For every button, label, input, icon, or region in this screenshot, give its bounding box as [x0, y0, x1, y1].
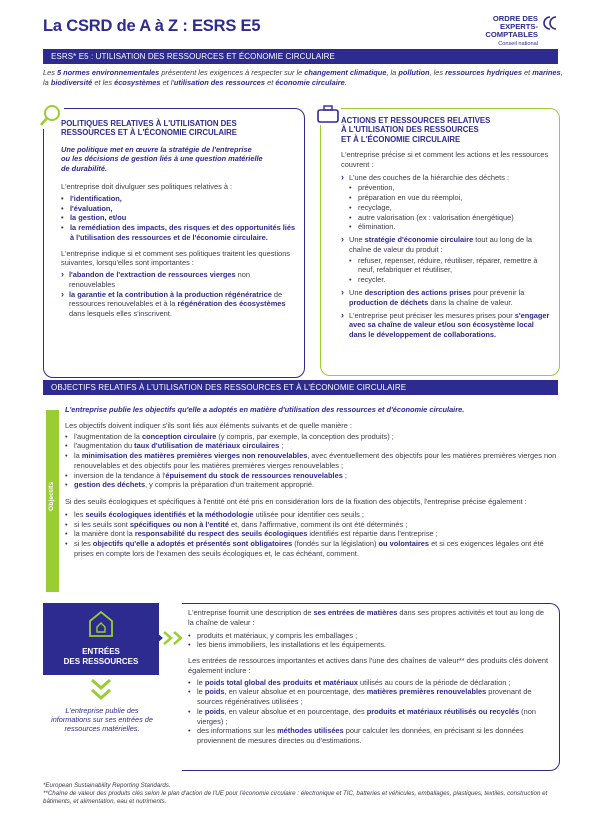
list-item: › L'une des couches de la hiérarchie des déchets : • prévention, • préparation en vue du réemploi, • recyclage, • autre valorisation (ex : valorisation énergétique) • élimination. — [341, 173, 553, 233]
inputs-detail-box — [182, 603, 560, 771]
footnotes — [43, 782, 558, 806]
objectives-lead: L'entreprise publie les objectifs qu'elle a adoptés en matière d'utilisation des ressources et d'économie circulaire. — [65, 405, 465, 414]
inputs-note: L'entreprise publie des informations sur ses entrées de ressources matérielles. — [51, 706, 153, 734]
footnote-1: *European Sustainability Reporting Standards. — [43, 782, 171, 789]
list-item: • préparation en vue du réemploi, — [349, 193, 553, 203]
list-item: • le poids, en valeur absolue et en pourcentage, des matières premières renouvelables provenant de sources régénératives utilisées ; — [188, 687, 550, 707]
list-item: • si les objectifs qu'elle a adoptés et présentés sont obligatoires (fondés sur la législation) ou volontaires et si ces exigences légales ont été prises en compte lors de l'examen des seuils écologiques et, le cas échéant, comment. — [65, 539, 558, 559]
list-item: › l'abandon de l'extraction de ressources vierges non renouvelables — [61, 270, 296, 290]
objectives-content — [65, 405, 558, 559]
list-item: • inversion de la tendance à l'épuisement du stock de ressources renouvelables ; — [65, 471, 558, 481]
logo — [462, 15, 562, 45]
policies-sublist — [61, 270, 296, 319]
list-item: • autre valorisation (ex : valorisation énergétique) — [349, 213, 553, 223]
chevron-down-icon — [90, 678, 112, 704]
list-item: • l'augmentation de la conception circulaire (y compris, par exemple, la conception des produits) ; — [65, 432, 558, 442]
list-item: • la remédiation des impacts, des risques et des opportunités liés à l'utilisation des ressources et de l'économie circulaire. — [61, 223, 296, 243]
actions-lead: L'entreprise précise si et comment les actions et les ressources couvrent : — [341, 150, 549, 169]
list-item: • la gestion, et/ou — [61, 213, 296, 223]
list-item: • le poids, en valeur absolue et en pourcentage, des produits et matériaux réutilisés ou recyclés (non vierges) ; — [188, 707, 550, 727]
toolbox-icon — [315, 103, 341, 125]
inputs-lead: L'entreprise fournit une description de ses entrées de matières dans ses propres activités et tout au long de la chaîne de valeur : — [188, 608, 544, 627]
list-item: • recyclage, — [349, 203, 553, 213]
logo-mark-icon — [540, 15, 560, 31]
section-title-bar: ESRS* E5 : UTILISATION DES RESSOURCES ET ÉCONOMIE CIRCULAIRE — [43, 49, 558, 64]
policies-list — [61, 194, 296, 243]
list-item: • la minimisation des matières premières vierges non renouvelables, avec éventuellement des objectifs pour les matières premières vierges non renouvelables et des objectifs pour les matières premières vierges renouvelables ; — [65, 451, 558, 471]
inputs-para2: Les entrées de ressources importantes et actives dans l'une des chaînes de valeur** des produits clés doivent également inclure : — [188, 656, 549, 675]
list-item: • les seuils écologiques identifiés et la méthodologie utilisée pour identifier ces seuils ; — [65, 510, 558, 520]
logo-line-3: Conseil national — [498, 40, 538, 47]
list-item: • prévention, — [349, 183, 553, 193]
logo-line-1: ORDRE DES — [492, 14, 538, 23]
list-item: • recycler. — [349, 275, 553, 285]
list-item: • l'identification, — [61, 194, 296, 204]
page-title: La CSRD de A à Z : ESRS E5 — [43, 17, 261, 35]
list-item: • la manière dont la responsabilité du respect des seuils écologiques identifiés est répartie dans l'entreprise ; — [65, 529, 558, 539]
list-item: › Une description des actions prises pour prévenir la production de déchets dans la chaîne de valeur. — [341, 288, 553, 308]
objectives-side-tab: Objectifs — [46, 410, 59, 592]
list-item: • refuser, repenser, réduire, réutiliser, réparer, remettre à neuf, refabriquer et réutiliser, — [349, 256, 553, 276]
actions-title: ACTIONS ET RESSOURCES RELATIVES À L'UTILISATION DES RESSOURCES ET À L'ÉCONOMIE CIRCULAIRE — [341, 116, 491, 144]
list-item: • les biens immobiliers, les installations et les équipements. — [188, 640, 550, 650]
logo-line-2: EXPERTS-COMPTABLES — [485, 21, 538, 39]
list-item: › L'entreprise peut préciser les mesures prises pour s'engager avec sa chaîne de valeur et/ou son écosystème local dans le développement de collaborations. — [341, 311, 553, 340]
list-item: • si les seuils sont spécifiques ou non à l'entité et, dans l'affirmative, comment ils ont été déterminés ; — [65, 520, 558, 530]
circular-strategy-list — [349, 256, 553, 285]
footnote-2: **Chaîne de valeur des produits clés selon le plan d'action de l'UE pour l'économie circulaire : électronique et TIC, batteries et véhicules, emballages, plastiques, textiles, construction et bâtiments, et alimentation, eau et nutriments. — [43, 790, 548, 806]
policies-title: POLITIQUES RELATIVES À L'UTILISATION DES RESSOURCES ET À L'ÉCONOMIE CIRCULAIRE — [61, 119, 237, 138]
list-item: • l'augmentation du taux d'utilisation de matériaux circulaires ; — [65, 441, 558, 451]
list-item: • produits et matériaux, y compris les emballages ; — [188, 631, 550, 641]
building-icon — [87, 609, 115, 639]
thresholds-list — [65, 510, 558, 559]
policies-lead: Une politique met en œuvre la stratégie de l'entreprise ou les décisions de gestion liés à une question matérielle de durabilité. — [61, 144, 263, 174]
policies-box — [43, 108, 305, 378]
objectives-title-bar: OBJECTIFS RELATIFS À L'UTILISATION DES RESSOURCES ET À L'ÉCONOMIE CIRCULAIRE — [43, 380, 558, 395]
list-item: • des informations sur les méthodes utilisées pour calculer les données, en précisant si les données proviennent de mesures directes ou d'estimations. — [188, 726, 550, 746]
policies-disclose: L'entreprise doit divulguer ses politiques relatives à : — [61, 181, 233, 191]
list-item: • gestion des déchets, y compris la préparation d'un traitement approprié. — [65, 480, 558, 490]
objectives-thresholds: Si des seuils écologiques et spécifiques à l'entité ont été pris en considération lors de la fixation des objectifs, l'entreprise précise également : — [65, 497, 527, 507]
objectives-list — [65, 432, 558, 491]
policies-indicates: L'entreprise indique si et comment ses politiques traitent les questions suivantes, lorsqu'elles sont importantes : — [61, 248, 291, 268]
list-item: › la garantie et la contribution à la production régénératrice de ressources renouvelables et à la régénération des écosystèmes dans lesquels elles s'inscrivent. — [61, 290, 296, 319]
inputs-label: ENTRÉES DES RESSOURCES — [63, 647, 139, 666]
list-item: • l'évaluation, — [61, 204, 296, 214]
actions-box — [320, 108, 560, 376]
objectives-intro: Les objectifs doivent indiquer s'ils sont liés aux éléments suivants et de quelle manière : — [65, 420, 352, 430]
list-item: • le poids total global des produits et matériaux utilisés au cours de la période de déclaration ; — [188, 678, 550, 688]
inputs-list-2 — [188, 678, 550, 746]
chevron-right-icon — [152, 630, 182, 646]
actions-list — [341, 173, 553, 340]
inputs-list-1 — [188, 631, 550, 651]
waste-hierarchy-list — [349, 183, 553, 232]
intro-paragraph: Les 5 normes environnementales présentent les exigences à respecter sur le changement climatique, la pollution, les ressources hydriques et marines, la biodiversité et les écosystèmes et l'utilisation des ressources et économie circulaire. — [43, 68, 563, 87]
list-item: • élimination. — [349, 222, 553, 232]
list-item: › Une stratégie d'économie circulaire tout au long de la chaîne de valeur du produit : • refuser, repenser, réduire, réutiliser, réparer, remettre à neuf, refabriquer et réutiliser, • recycler. — [341, 235, 553, 285]
